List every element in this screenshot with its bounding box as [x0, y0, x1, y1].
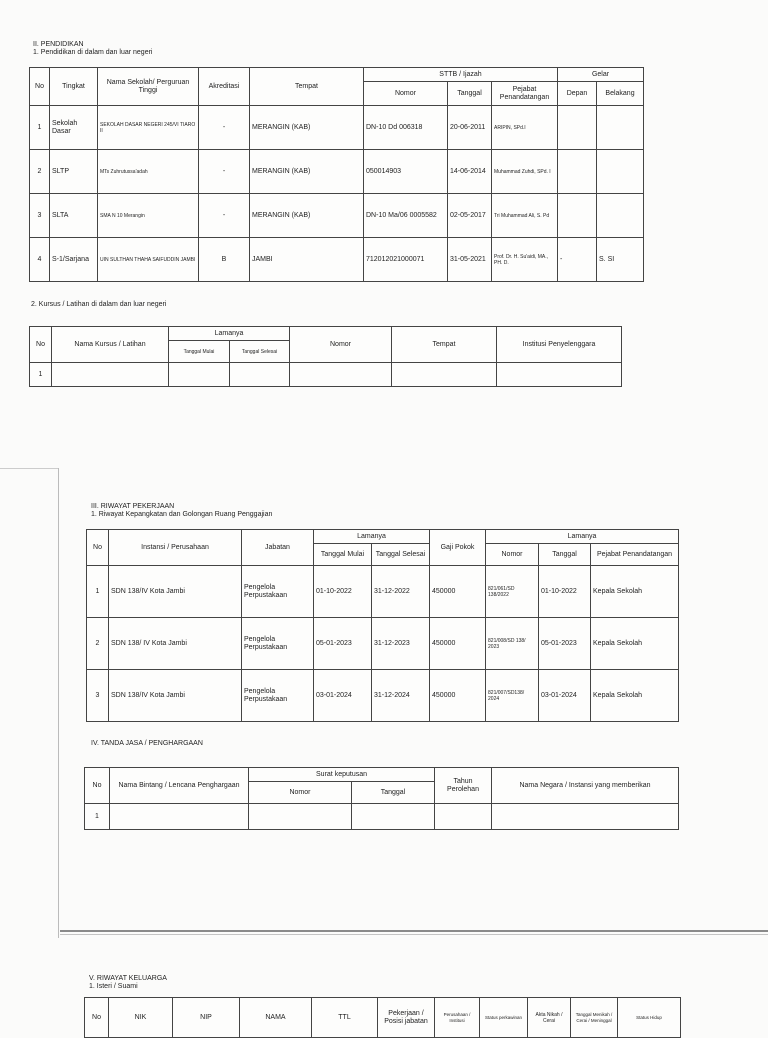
header-nama-bintang: Nama Bintang / Lencana Penghargaan — [110, 768, 249, 804]
scan-edge-line — [58, 468, 59, 938]
header-perusahaan: Perusahaan / Institusi — [435, 998, 480, 1038]
page-separator — [60, 930, 768, 932]
cell-depan — [558, 194, 597, 238]
header-tanggal-mulai: Tanggal Mulai — [314, 544, 372, 566]
header-nip: NIP — [173, 998, 240, 1038]
cell-nomor: 050014903 — [364, 150, 448, 194]
pekerjaan-table — [86, 529, 679, 722]
header-akta-nikah: Akta Nikah / Cerai — [528, 998, 571, 1038]
header-pejabat: Pejabat Penandatangan — [591, 544, 679, 566]
subsection-title-pendidikan: 1. Pendidikan di dalam dan luar negeri — [33, 49, 153, 56]
cell-tanggal-mulai: 03-01-2024 — [314, 670, 372, 722]
header-pekerjaan: Pekerjaan / Posisi jabatan — [378, 998, 435, 1038]
header-nomor: Nomor — [290, 327, 392, 363]
header-nama: NAMA — [240, 998, 312, 1038]
cell-tingkat: SLTA — [50, 194, 98, 238]
header-nama-kursus: Nama Kursus / Latihan — [52, 327, 169, 363]
cell-belakang — [597, 150, 644, 194]
table-row — [85, 804, 679, 830]
table-row — [30, 106, 644, 150]
kursus-title: 2. Kursus / Latihan di dalam dan luar negeri — [31, 301, 167, 308]
cell-no: 4 — [30, 238, 50, 282]
cell-akreditasi: B — [199, 238, 250, 282]
cell-belakang — [597, 106, 644, 150]
cell-instansi: SDN 138/IV Kota Jambi — [109, 670, 242, 722]
header-tanggal-mulai: Tanggal Mulai — [169, 341, 230, 363]
cell-tempat: MERANGIN (KAB) — [250, 194, 364, 238]
cell-tanggal: 14-06-2014 — [448, 150, 492, 194]
cell-no: 2 — [87, 618, 109, 670]
cell-nomor: DN-10 Ma/06 0005582 — [364, 194, 448, 238]
header-nomor: Nomor — [249, 782, 352, 804]
cell-jabatan: Pengelola Perpustakaan — [242, 566, 314, 618]
cell-pejabat: Kepala Sekolah — [591, 618, 679, 670]
header-tingkat: Tingkat — [50, 68, 98, 106]
header-surat-keputusan: Surat keputusan — [249, 768, 435, 782]
cell-nomor: 821/008/SD 138/ 2023 — [486, 618, 539, 670]
header-tanggal: Tanggal — [352, 782, 435, 804]
cell-tingkat: Sekolah Dasar — [50, 106, 98, 150]
header-no: No — [30, 327, 52, 363]
cell-nomor: 712012021000071 — [364, 238, 448, 282]
cell-instansi: SDN 138/ IV Kota Jambi — [109, 618, 242, 670]
cell-instansi: SDN 138/IV Kota Jambi — [109, 566, 242, 618]
cell-no: 1 — [30, 106, 50, 150]
cell-depan — [558, 106, 597, 150]
table-row — [30, 238, 644, 282]
cell-nomor: DN-10 Dd 006318 — [364, 106, 448, 150]
header-belakang: Belakang — [597, 82, 644, 106]
tanda-jasa-table — [84, 767, 679, 830]
pendidikan-table — [29, 67, 644, 282]
header-status-perkawinan: Status perkawinan — [480, 998, 528, 1038]
cell-tanggal-mulai: 05-01-2023 — [314, 618, 372, 670]
section-title-pekerjaan: III. RIWAYAT PEKERJAAN — [91, 503, 175, 510]
table-row — [30, 194, 644, 238]
header-tanggal: Tanggal — [539, 544, 591, 566]
header-tanggal: Tanggal — [448, 82, 492, 106]
cell-jabatan: Pengelola Perpustakaan — [242, 618, 314, 670]
subsection-title-pekerjaan: 1. Riwayat Kepangkatan dan Golongan Ruang Penggajian — [91, 511, 273, 518]
table-row — [87, 566, 679, 618]
table-row — [30, 363, 622, 387]
table-row — [30, 150, 644, 194]
page-separator — [60, 934, 768, 935]
cell-no: 1 — [85, 804, 110, 830]
cell-tanggal: 02-05-2017 — [448, 194, 492, 238]
header-tanggal-selesai: Tanggal Selesai — [230, 341, 290, 363]
cell-tempat: MERANGIN (KAB) — [250, 150, 364, 194]
cell-nama-sekolah: UIN SULTHAN THAHA SAIFUDDIN JAMBI — [98, 238, 199, 282]
header-instansi: Instansi / Perusahaan — [109, 530, 242, 566]
header-no: No — [85, 768, 110, 804]
header-nomor: Nomor — [364, 82, 448, 106]
cell-tanggal: 01-10-2022 — [539, 566, 591, 618]
cell-nama-sekolah: MTs Zuhrutussa'adah — [98, 150, 199, 194]
header-no: No — [85, 998, 109, 1038]
header-tanggal-selesai: Tanggal Selesai — [372, 544, 430, 566]
cell-tanggal: 05-01-2023 — [539, 618, 591, 670]
cell-tanggal-selesai: 31-12-2023 — [372, 618, 430, 670]
cell-pejabat: Kepala Sekolah — [591, 670, 679, 722]
cell-pejabat: Kepala Sekolah — [591, 566, 679, 618]
cell-gaji-pokok: 450000 — [430, 618, 486, 670]
section-title-keluarga: V. RIWAYAT KELUARGA — [89, 975, 167, 982]
header-tempat: Tempat — [250, 68, 364, 106]
cell-no: 1 — [30, 363, 52, 387]
cell-tanggal-selesai: 31-12-2022 — [372, 566, 430, 618]
header-status-hidup: Status Hidup — [618, 998, 681, 1038]
table-row — [87, 670, 679, 722]
cell-belakang — [597, 194, 644, 238]
subsection-title-keluarga: 1. Isteri / Suami — [89, 983, 138, 990]
cell-no: 3 — [30, 194, 50, 238]
tanda-jasa-title: IV. TANDA JASA / PENGHARGAAN — [91, 740, 203, 747]
cell-tempat: JAMBI — [250, 238, 364, 282]
cell-pejabat: ARIPIN, SPd.I — [492, 106, 558, 150]
table-row — [87, 618, 679, 670]
header-tempat: Tempat — [392, 327, 497, 363]
cell-belakang: S. SI — [597, 238, 644, 282]
cell-tanggal: 20-06-2011 — [448, 106, 492, 150]
cell-depan — [558, 150, 597, 194]
header-sttb-ijazah: STTB / Ijazah — [364, 68, 558, 82]
cell-gaji-pokok: 450000 — [430, 566, 486, 618]
cell-nomor: 821/061/SD 138/2022 — [486, 566, 539, 618]
cell-no: 1 — [87, 566, 109, 618]
header-tahun-perolehan: Tahun Perolehan — [435, 768, 492, 804]
header-ttl: TTL — [312, 998, 378, 1038]
cell-akreditasi: - — [199, 194, 250, 238]
section-title-pendidikan: II. PENDIDIKAN — [33, 41, 84, 48]
cell-tanggal: 31-05-2021 — [448, 238, 492, 282]
cell-nomor: 821/007/SD138/ 2024 — [486, 670, 539, 722]
header-gaji-pokok: Gaji Pokok — [430, 530, 486, 566]
cell-nama-sekolah: SEKOLAH DASAR NEGERI 245/VI TIARO II — [98, 106, 199, 150]
cell-tempat: MERANGIN (KAB) — [250, 106, 364, 150]
kursus-table — [29, 326, 622, 387]
cell-pejabat: Prof. Dr. H. Su'aidi, MA., PH. D. — [492, 238, 558, 282]
cell-depan: - — [558, 238, 597, 282]
cell-tingkat: SLTP — [50, 150, 98, 194]
header-nomor: Nomor — [486, 544, 539, 566]
header-lamanya: Lamanya — [314, 530, 430, 544]
cell-tanggal-mulai: 01-10-2022 — [314, 566, 372, 618]
cell-tingkat: S-1/Sarjana — [50, 238, 98, 282]
cell-gaji-pokok: 450000 — [430, 670, 486, 722]
header-institusi: Institusi Penyelenggara — [497, 327, 622, 363]
header-nama-negara: Nama Negara / Instansi yang memberikan — [492, 768, 679, 804]
header-depan: Depan — [558, 82, 597, 106]
cell-nama-sekolah: SMA N 10 Merangin — [98, 194, 199, 238]
cell-no: 3 — [87, 670, 109, 722]
header-tanggal-menikah: Tanggal Menikah / Cerai / Meninggal — [571, 998, 618, 1038]
header-lamanya: Lamanya — [169, 327, 290, 341]
cell-tanggal: 03-01-2024 — [539, 670, 591, 722]
keluarga-table — [84, 997, 681, 1038]
cell-no: 2 — [30, 150, 50, 194]
header-lamanya-2: Lamanya — [486, 530, 679, 544]
header-pejabat: Pejabat Penandatangan — [492, 82, 558, 106]
cell-pejabat: Tri Muhammad Ali, S. Pd — [492, 194, 558, 238]
header-akreditasi: Akreditasi — [199, 68, 250, 106]
header-no: No — [30, 68, 50, 106]
cell-akreditasi: - — [199, 150, 250, 194]
header-gelar: Gelar — [558, 68, 644, 82]
scan-edge-line — [0, 468, 58, 469]
header-no: No — [87, 530, 109, 566]
cell-tanggal-selesai: 31-12-2024 — [372, 670, 430, 722]
cell-pejabat: Muhammad Zuhdi, SPd. I — [492, 150, 558, 194]
header-nik: NIK — [109, 998, 173, 1038]
cell-akreditasi: - — [199, 106, 250, 150]
header-jabatan: Jabatan — [242, 530, 314, 566]
header-nama-sekolah: Nama Sekolah/ Perguruan Tinggi — [98, 68, 199, 106]
cell-jabatan: Pengelola Perpustakaan — [242, 670, 314, 722]
